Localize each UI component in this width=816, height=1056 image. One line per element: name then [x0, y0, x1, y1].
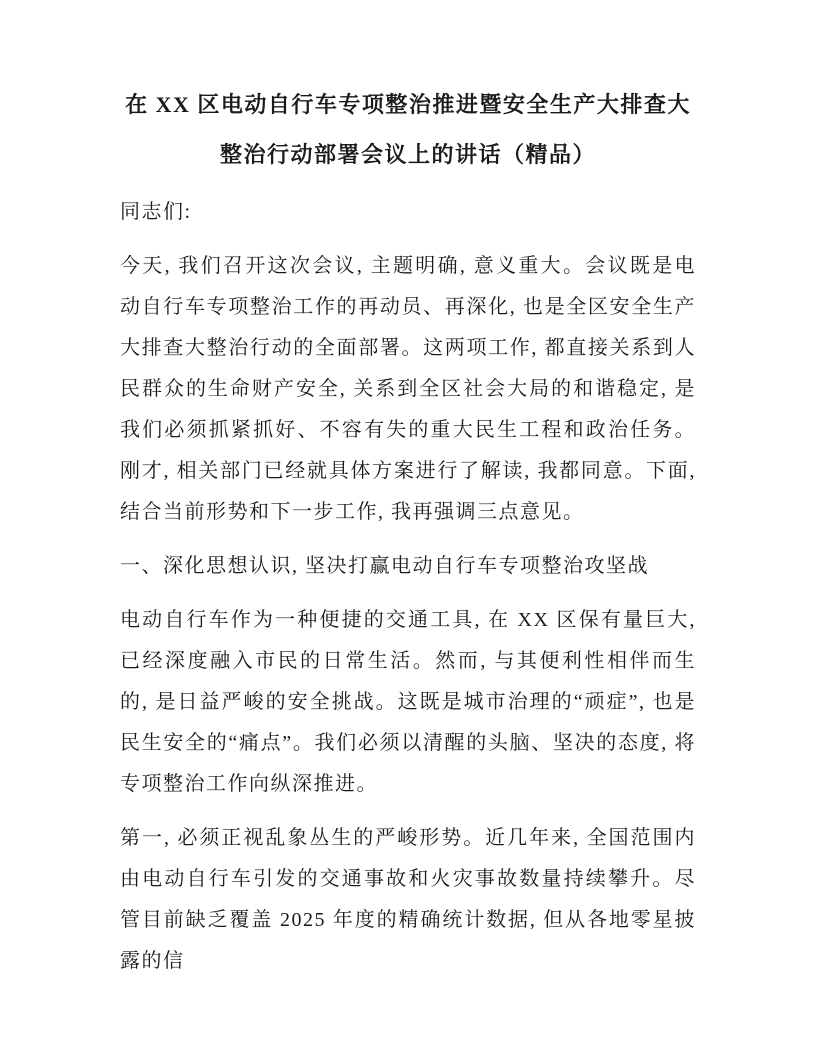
document-title: 在 XX 区电动自行车专项整治推进暨安全生产大排查大整治行动部署会议上的讲话（精品）	[125, 92, 691, 167]
salutation: 同志们:	[120, 201, 192, 223]
section-1-heading: 一、深化思想认识, 坚决打赢电动自行车专项整治攻坚战	[120, 555, 649, 577]
paragraph-intro: 今天, 我们召开这次会议, 主题明确, 意义重大。会议既是电动自行车专项整治工作的再动员、再深化, 也是全区安全生产大排查大整治行动的全面部署。这两项工作, 都直接关系到人民群众的生命财产安全, 关系到全区社会大局的和谐稳定, 是我们必须抓紧抓好、不容有失的重大民生工程和政治任务。刚才, 相关部门已经就具体方案进行了解读, 我都同意。下面, 结合当前形势和下一步工作, 我再强调三点意见。	[120, 255, 696, 523]
section-1-paragraph: 电动自行车作为一种便捷的交通工具, 在 XX 区保有量巨大, 已经深度融入市民的日常生活。然而, 与其便利性相伴而生的, 是日益严峻的安全挑战。这既是城市治理的“顽症”, 也是民生安全的“痛点”。我们必须以清醒的头脑、坚决的态度, 将专项整治工作向纵深推进。	[120, 609, 696, 795]
point-1-paragraph: 第一, 必须正视乱象丛生的严峻形势。近几年来, 全国范围内由电动自行车引发的交通事故和火灾事故数量持续攀升。尽管目前缺乏覆盖 2025 年度的精确统计数据, 但从各地零星披露的信	[120, 827, 696, 972]
